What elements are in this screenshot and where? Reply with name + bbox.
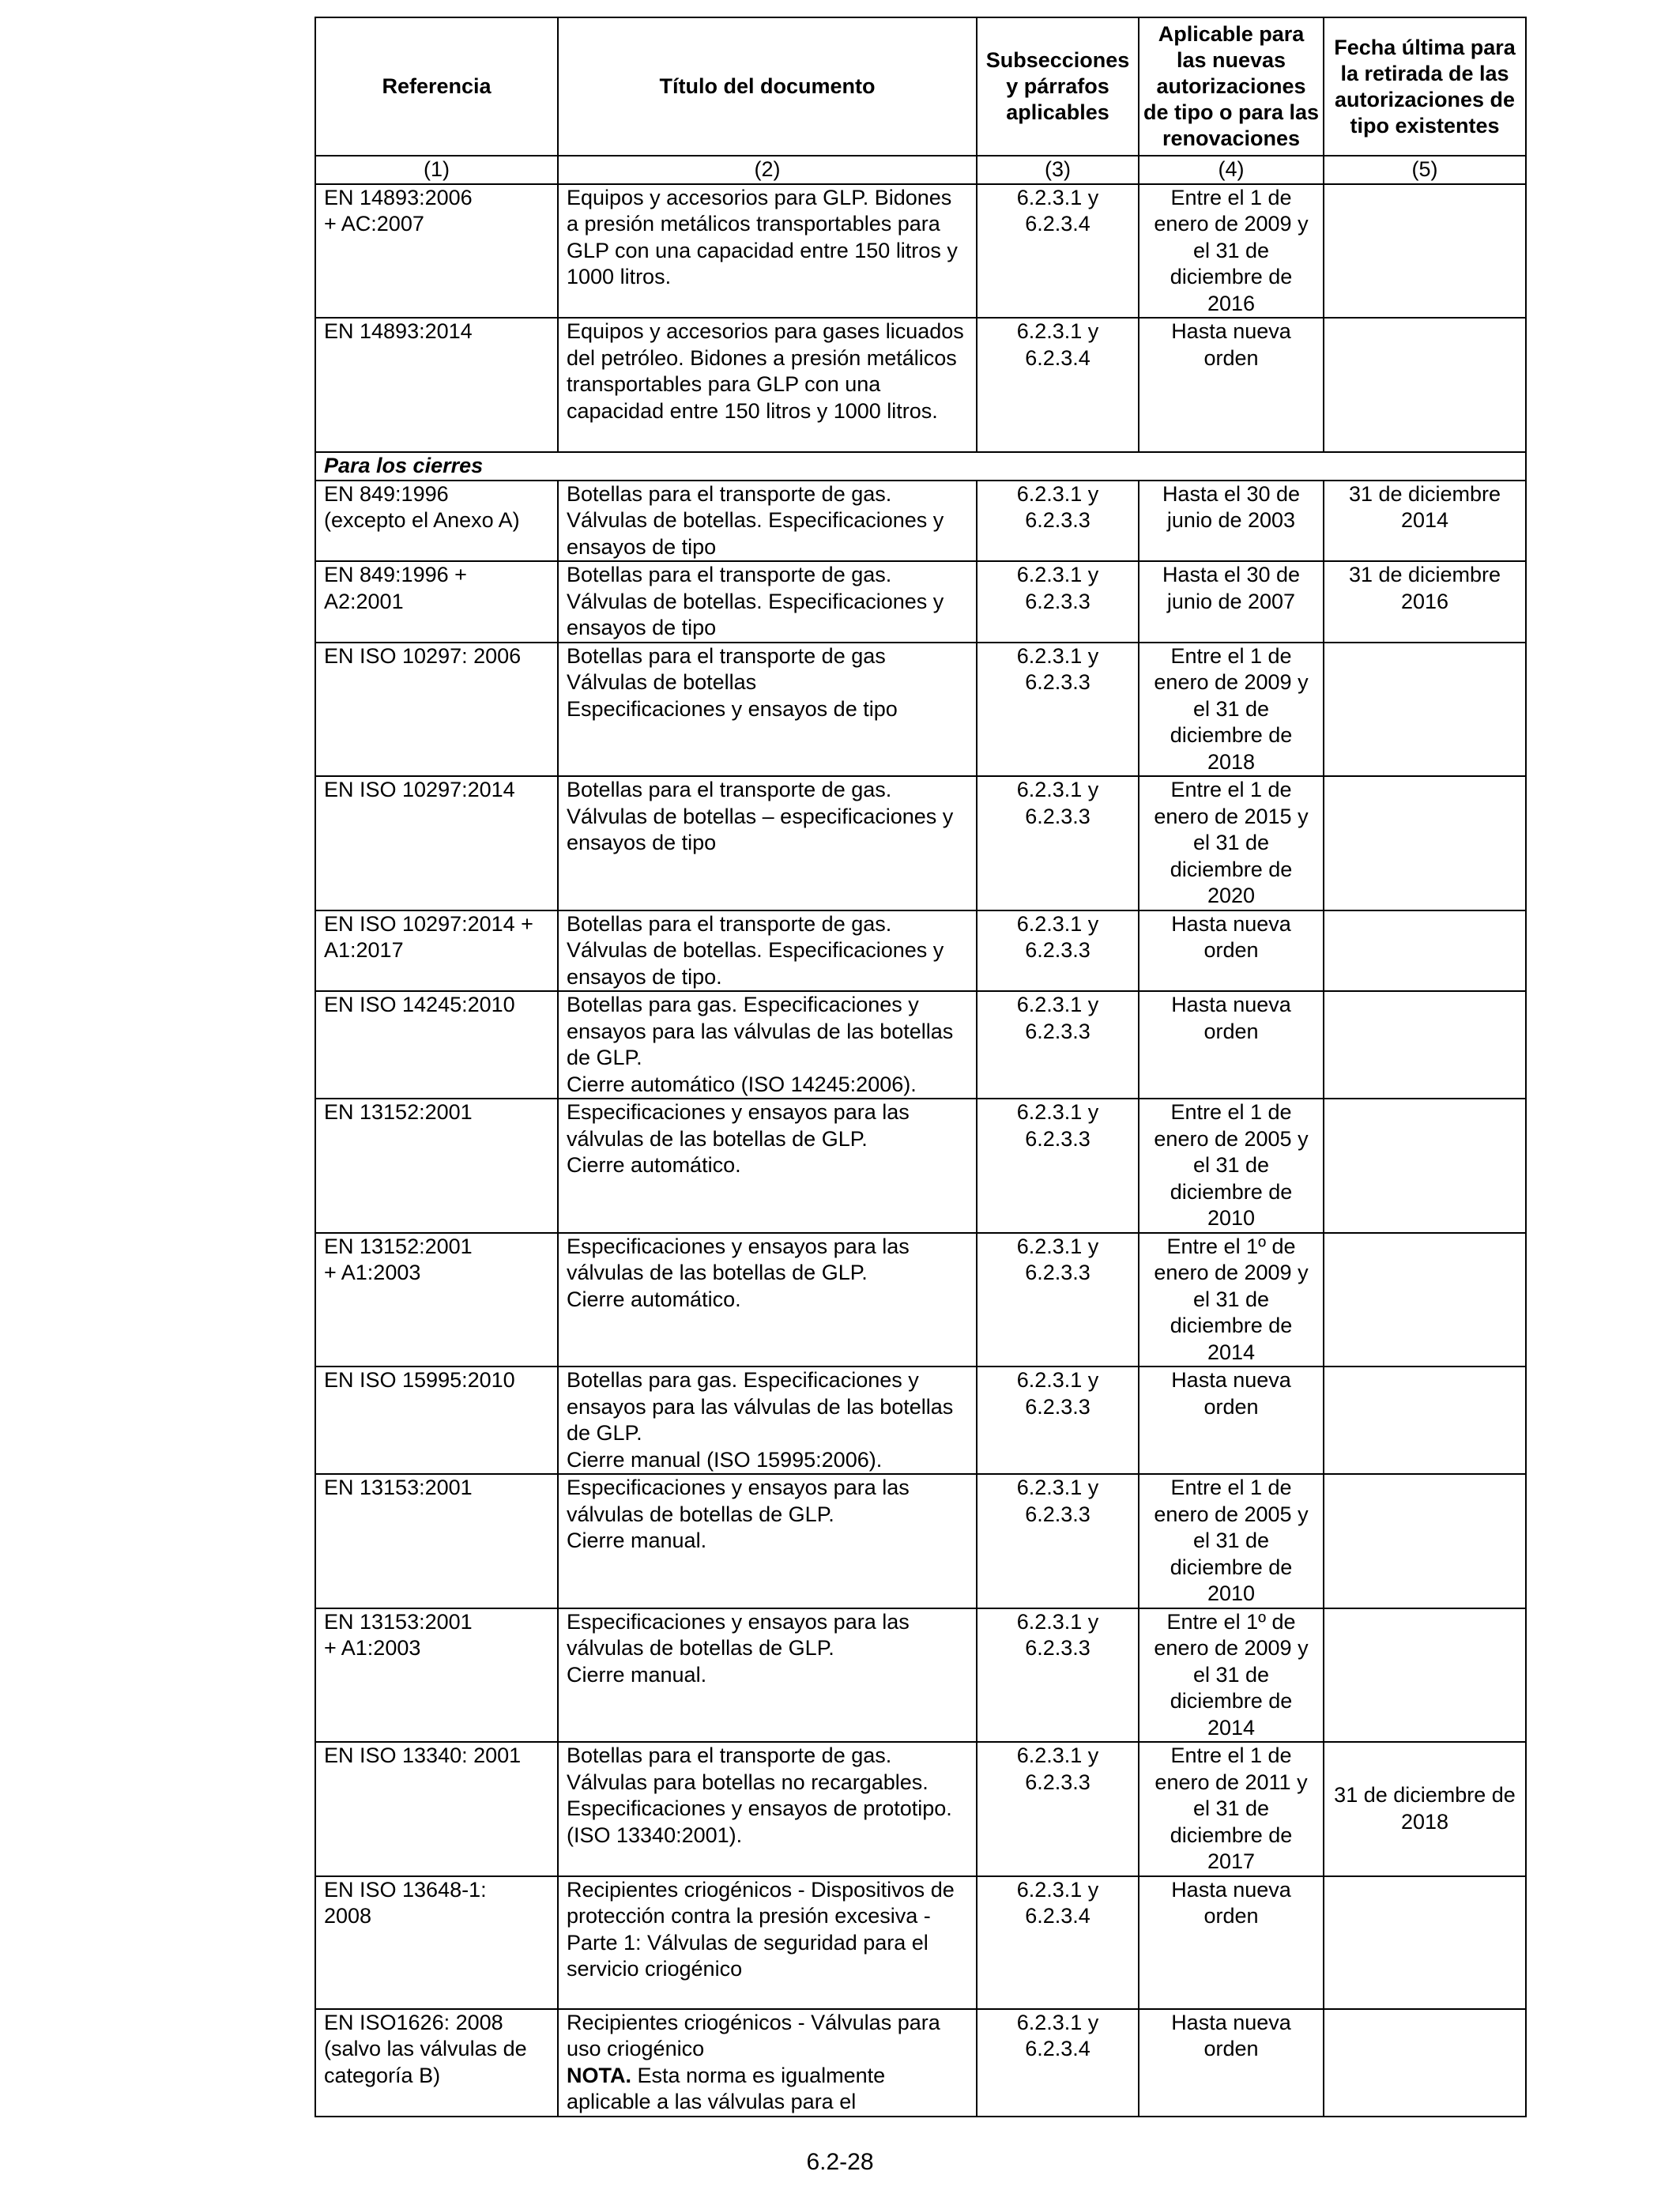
applicable-cell: Entre el 1º de enero de 2009 y el 31 de diciembre de 2014: [1139, 1233, 1324, 1367]
title-cell: Especificaciones y ensayos para las válvulas de botellas de GLP. Cierre manual.: [558, 1474, 977, 1608]
table-row: [315, 1742, 1526, 1876]
column-number: (2): [558, 156, 977, 184]
title-text: Recipientes criogénicos - Válvulas para uso criogénico: [567, 2010, 940, 2060]
subsection-cell: 6.2.3.1 y 6.2.3.3: [977, 1233, 1139, 1367]
table-row: [315, 1608, 1526, 1743]
page-number: 6.2-28: [806, 2149, 874, 2175]
reference-cell: EN ISO 14245:2010: [315, 991, 558, 1099]
table-row: [315, 1233, 1526, 1367]
reference-cell: EN ISO 10297:2014: [315, 776, 558, 910]
column-number: (4): [1139, 156, 1324, 184]
table-row: [315, 318, 1526, 452]
withdrawal-cell: [1324, 910, 1526, 992]
header-titulo: Título del documento: [558, 17, 977, 156]
title-cell: Especificaciones y ensayos para las válvulas de botellas de GLP. Cierre manual.: [558, 1608, 977, 1743]
table-row: [315, 1474, 1526, 1608]
column-number: (3): [977, 156, 1139, 184]
table-row: [315, 561, 1526, 643]
title-cell: Botellas para el transporte de gas. Válvulas de botellas – especificaciones y ensayos de tipo: [558, 776, 977, 910]
title-cell: Equipos y accesorios para gases licuados del petróleo. Bidones a presión metálicos transportables para GLP con una capacidad entre 150 litros y 1000 litros.: [558, 318, 977, 452]
subsection-cell: 6.2.3.1 y 6.2.3.3: [977, 1742, 1139, 1876]
table-row: [315, 643, 1526, 777]
withdrawal-cell: [1324, 1608, 1526, 1743]
reference-cell: EN ISO 13648-1: 2008: [315, 1876, 558, 2009]
title-cell: Especificaciones y ensayos para las válvulas de las botellas de GLP. Cierre automático.: [558, 1233, 977, 1367]
withdrawal-cell: 31 de diciembre de 2018: [1324, 1742, 1526, 1876]
table-row: [315, 481, 1526, 562]
reference-cell: EN 14893:2006 + AC:2007: [315, 184, 558, 319]
subsection-cell: 6.2.3.1 y 6.2.3.3: [977, 1367, 1139, 1474]
withdrawal-cell: [1324, 1233, 1526, 1367]
withdrawal-cell: [1324, 776, 1526, 910]
applicable-cell: Entre el 1 de enero de 2005 y el 31 de diciembre de 2010: [1139, 1099, 1324, 1233]
withdrawal-cell: [1324, 1876, 1526, 2009]
subsection-cell: 6.2.3.1 y 6.2.3.3: [977, 481, 1139, 562]
table-row: [315, 1099, 1526, 1233]
reference-cell: EN 849:1996 + A2:2001: [315, 561, 558, 643]
header-aplicable: Aplicable para las nuevas autorizaciones de tipo o para las renovaciones: [1139, 17, 1324, 156]
subsection-cell: 6.2.3.1 y 6.2.3.3: [977, 561, 1139, 643]
subsection-cell: 6.2.3.1 y 6.2.3.3: [977, 1608, 1139, 1743]
applicable-cell: Hasta nueva orden: [1139, 1876, 1324, 2009]
subsection-cell: 6.2.3.1 y 6.2.3.4: [977, 184, 1139, 319]
title-cell: Botellas para gas. Especificaciones y ensayos para las válvulas de las botellas de GLP. Cierre manual (ISO 15995:2006).: [558, 1367, 977, 1474]
title-cell: Especificaciones y ensayos para las válvulas de las botellas de GLP. Cierre automático.: [558, 1099, 977, 1233]
title-cell: Recipientes criogénicos - Dispositivos de protección contra la presión excesiva - Parte 1: Válvulas de seguridad para el servicio criogénico: [558, 1876, 977, 2009]
table-body: [315, 184, 1526, 2117]
title-cell: Botellas para el transporte de gas. Válvulas de botellas. Especificaciones y ensayos de tipo.: [558, 910, 977, 992]
title-cell: Equipos y accesorios para GLP. Bidones a presión metálicos transportables para GLP con una capacidad entre 150 litros y 1000 litros.: [558, 184, 977, 319]
withdrawal-cell: [1324, 184, 1526, 319]
title-cell: [558, 2009, 977, 2117]
column-number: (1): [315, 156, 558, 184]
applicable-cell: Hasta nueva orden: [1139, 2009, 1324, 2117]
reference-cell: EN ISO 10297: 2006: [315, 643, 558, 777]
note-label: NOTA.: [567, 2063, 631, 2087]
reference-cell: EN 849:1996 (excepto el Anexo A): [315, 481, 558, 562]
withdrawal-cell: [1324, 1099, 1526, 1233]
applicable-cell: Hasta el 30 de junio de 2007: [1139, 561, 1324, 643]
subsection-cell: 6.2.3.1 y 6.2.3.3: [977, 1474, 1139, 1608]
header-subsecciones: Subsecciones y párrafos aplicables: [977, 17, 1139, 156]
reference-cell: EN ISO 10297:2014 + A1:2017: [315, 910, 558, 992]
reference-cell: EN 13152:2001: [315, 1099, 558, 1233]
withdrawal-cell: [1324, 991, 1526, 1099]
reference-cell: EN 13153:2001 + A1:2003: [315, 1608, 558, 1743]
subsection-cell: 6.2.3.1 y 6.2.3.3: [977, 776, 1139, 910]
applicable-cell: Entre el 1 de enero de 2011 y el 31 de diciembre de 2017: [1139, 1742, 1324, 1876]
applicable-cell: Hasta el 30 de junio de 2003: [1139, 481, 1324, 562]
reference-cell: EN ISO1626: 2008 (salvo las válvulas de categoría B): [315, 2009, 558, 2117]
applicable-cell: Entre el 1 de enero de 2015 y el 31 de diciembre de 2020: [1139, 776, 1324, 910]
applicable-cell: Hasta nueva orden: [1139, 910, 1324, 992]
table-row: [315, 910, 1526, 992]
reference-cell: EN ISO 15995:2010: [315, 1367, 558, 1474]
withdrawal-cell: 31 de diciembre 2016: [1324, 561, 1526, 643]
withdrawal-cell: [1324, 643, 1526, 777]
table-row: [315, 991, 1526, 1099]
applicable-cell: Hasta nueva orden: [1139, 991, 1324, 1099]
header-referencia: Referencia: [315, 17, 558, 156]
column-number-row: [315, 156, 1526, 184]
subsection-cell: 6.2.3.1 y 6.2.3.4: [977, 1876, 1139, 2009]
applicable-cell: Entre el 1 de enero de 2005 y el 31 de diciembre de 2010: [1139, 1474, 1324, 1608]
table-row: [315, 2009, 1526, 2117]
title-cell: Botellas para el transporte de gas. Válvulas de botellas. Especificaciones y ensayos de tipo: [558, 481, 977, 562]
applicable-cell: Hasta nueva orden: [1139, 318, 1324, 452]
title-cell: Botellas para el transporte de gas. Válvulas para botellas no recargables. Especificaciones y ensayos de prototipo. (ISO 13340:2001).: [558, 1742, 977, 1876]
title-cell: Botellas para el transporte de gas Válvulas de botellas Especificaciones y ensayos de tipo: [558, 643, 977, 777]
table-row: [315, 1876, 1526, 2009]
applicable-cell: Entre el 1 de enero de 2009 y el 31 de diciembre de 2018: [1139, 643, 1324, 777]
reference-cell: EN 14893:2014: [315, 318, 558, 452]
subsection-cell: 6.2.3.1 y 6.2.3.3: [977, 991, 1139, 1099]
subsection-cell: 6.2.3.1 y 6.2.3.3: [977, 643, 1139, 777]
withdrawal-cell: [1324, 2009, 1526, 2117]
table-row: [315, 184, 1526, 319]
reference-cell: EN ISO 13340: 2001: [315, 1742, 558, 1876]
title-cell: Botellas para gas. Especificaciones y ensayos para las válvulas de las botellas de GLP. Cierre automático (ISO 14245:2006).: [558, 991, 977, 1099]
note-text: Esta norma es igualmente aplicable a las válvulas para el: [567, 2063, 886, 2113]
subsection-cell: 6.2.3.1 y 6.2.3.3: [977, 910, 1139, 992]
table-row: [315, 1367, 1526, 1474]
withdrawal-cell: 31 de diciembre 2014: [1324, 481, 1526, 562]
applicable-cell: Entre el 1º de enero de 2009 y el 31 de diciembre de 2014: [1139, 1608, 1324, 1743]
header-row: [315, 17, 1526, 156]
header-fecha-retirada: Fecha última para la retirada de las autorizaciones de tipo existentes: [1324, 17, 1526, 156]
applicable-cell: Entre el 1 de enero de 2009 y el 31 de diciembre de 2016: [1139, 184, 1324, 319]
section-label: Para los cierres: [315, 452, 1526, 481]
standards-table: [315, 17, 1527, 2117]
section-row: [315, 452, 1526, 481]
reference-cell: EN 13152:2001 + A1:2003: [315, 1233, 558, 1367]
subsection-cell: 6.2.3.1 y 6.2.3.4: [977, 2009, 1139, 2117]
applicable-cell: Hasta nueva orden: [1139, 1367, 1324, 1474]
withdrawal-cell: [1324, 1474, 1526, 1608]
table-row: [315, 776, 1526, 910]
subsection-cell: 6.2.3.1 y 6.2.3.3: [977, 1099, 1139, 1233]
column-number: (5): [1324, 156, 1526, 184]
withdrawal-cell: [1324, 1367, 1526, 1474]
subsection-cell: 6.2.3.1 y 6.2.3.4: [977, 318, 1139, 452]
reference-cell: EN 13153:2001: [315, 1474, 558, 1608]
title-cell: Botellas para el transporte de gas. Válvulas de botellas. Especificaciones y ensayos de tipo: [558, 561, 977, 643]
withdrawal-cell: [1324, 318, 1526, 452]
